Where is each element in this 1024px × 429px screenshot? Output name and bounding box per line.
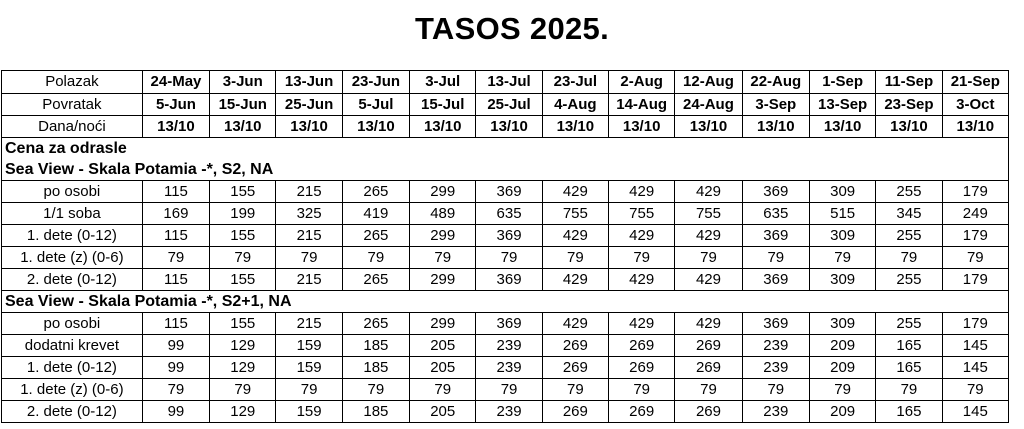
departure-row-cell: 23-Jul <box>542 71 608 94</box>
days-nights-row-cell: 13/10 <box>942 116 1008 138</box>
price-cell: 429 <box>609 313 675 335</box>
price-cell: 299 <box>410 181 476 203</box>
return-row-label: Povratak <box>2 94 143 116</box>
price-cell: 159 <box>276 401 342 423</box>
days-nights-row-cell: 13/10 <box>742 116 809 138</box>
row-label: po osobi <box>2 181 143 203</box>
price-cell: 309 <box>809 181 875 203</box>
row-label: 1. dete (z) (0-6) <box>2 379 143 401</box>
price-cell: 79 <box>742 379 809 401</box>
departure-row-cell: 3-Jun <box>210 71 276 94</box>
row-label: 1. dete (0-12) <box>2 357 143 379</box>
table-row <box>2 203 1009 225</box>
price-cell: 79 <box>342 379 409 401</box>
price-cell: 429 <box>675 313 742 335</box>
table-row <box>2 181 1009 203</box>
price-cell: 255 <box>876 313 942 335</box>
price-cell: 369 <box>742 225 809 247</box>
price-cell: 369 <box>742 313 809 335</box>
row-label: dodatni krevet <box>2 335 143 357</box>
departure-row-cell: 22-Aug <box>742 71 809 94</box>
price-cell: 179 <box>942 269 1008 291</box>
price-cell: 429 <box>542 225 608 247</box>
price-cell: 255 <box>876 225 942 247</box>
price-cell: 155 <box>210 181 276 203</box>
price-cell: 145 <box>942 335 1008 357</box>
departure-row-cell: 23-Jun <box>342 71 409 94</box>
price-cell: 185 <box>342 357 409 379</box>
table-row <box>2 401 1009 423</box>
days-nights-row-cell: 13/10 <box>476 116 542 138</box>
days-nights-row-cell: 13/10 <box>609 116 675 138</box>
price-cell: 79 <box>609 379 675 401</box>
price-cell: 309 <box>809 313 875 335</box>
section-title-row <box>2 291 1009 313</box>
return-row-cell: 25-Jul <box>476 94 542 116</box>
row-label: 1/1 soba <box>2 203 143 225</box>
departure-row-cell: 21-Sep <box>942 71 1008 94</box>
price-cell: 265 <box>342 269 409 291</box>
days-nights-row-cell: 13/10 <box>675 116 742 138</box>
price-cell: 145 <box>942 357 1008 379</box>
price-cell: 79 <box>476 247 542 269</box>
price-cell: 79 <box>742 247 809 269</box>
price-cell: 515 <box>809 203 875 225</box>
price-cell: 269 <box>542 335 608 357</box>
page-title: TASOS 2025. <box>415 11 609 46</box>
price-cell: 179 <box>942 313 1008 335</box>
price-cell: 239 <box>476 335 542 357</box>
price-cell: 79 <box>609 247 675 269</box>
price-cell: 269 <box>675 357 742 379</box>
price-cell: 269 <box>675 401 742 423</box>
table-row <box>2 225 1009 247</box>
price-cell: 79 <box>876 379 942 401</box>
price-cell: 155 <box>210 313 276 335</box>
price-cell: 209 <box>809 335 875 357</box>
price-cell: 115 <box>142 181 209 203</box>
table-row <box>2 247 1009 269</box>
table-row <box>2 335 1009 357</box>
price-cell: 79 <box>942 247 1008 269</box>
price-cell: 755 <box>542 203 608 225</box>
return-row-cell: 15-Jun <box>210 94 276 116</box>
price-cell: 165 <box>876 401 942 423</box>
price-cell: 239 <box>476 357 542 379</box>
price-cell: 429 <box>609 181 675 203</box>
return-row-cell: 14-Aug <box>609 94 675 116</box>
price-cell: 369 <box>476 181 542 203</box>
price-cell: 429 <box>609 269 675 291</box>
price-cell: 755 <box>609 203 675 225</box>
section-title-row <box>2 159 1009 181</box>
price-cell: 115 <box>142 313 209 335</box>
price-cell: 419 <box>342 203 409 225</box>
price-cell: 209 <box>809 401 875 423</box>
departure-row-cell: 11-Sep <box>876 71 942 94</box>
price-cell: 239 <box>476 401 542 423</box>
return-row-cell: 3-Oct <box>942 94 1008 116</box>
price-cell: 269 <box>675 335 742 357</box>
price-cell: 369 <box>742 269 809 291</box>
price-cell: 369 <box>476 313 542 335</box>
price-cell: 269 <box>609 357 675 379</box>
price-cell: 429 <box>675 181 742 203</box>
departure-row-cell: 3-Jul <box>410 71 476 94</box>
price-cell: 309 <box>809 269 875 291</box>
price-cell: 169 <box>142 203 209 225</box>
days-nights-row-cell: 13/10 <box>410 116 476 138</box>
return-row-cell: 5-Jun <box>142 94 209 116</box>
departure-row-cell: 24-May <box>142 71 209 94</box>
price-cell: 249 <box>942 203 1008 225</box>
price-cell: 205 <box>410 357 476 379</box>
price-cell: 129 <box>210 335 276 357</box>
table-row <box>2 269 1009 291</box>
price-cell: 239 <box>742 401 809 423</box>
price-cell: 199 <box>210 203 276 225</box>
price-cell: 205 <box>410 335 476 357</box>
price-cell: 299 <box>410 313 476 335</box>
price-cell: 99 <box>142 335 209 357</box>
price-cell: 79 <box>410 247 476 269</box>
price-cell: 265 <box>342 225 409 247</box>
price-cell: 635 <box>476 203 542 225</box>
price-cell: 79 <box>142 247 209 269</box>
price-cell: 269 <box>609 335 675 357</box>
price-cell: 369 <box>476 269 542 291</box>
days-nights-row-cell: 13/10 <box>542 116 608 138</box>
price-cell: 269 <box>542 401 608 423</box>
price-cell: 79 <box>942 379 1008 401</box>
return-row-cell: 23-Sep <box>876 94 942 116</box>
price-cell: 215 <box>276 181 342 203</box>
adult-price-heading: Cena za odrasle <box>2 138 1009 160</box>
price-cell: 155 <box>210 269 276 291</box>
price-cell: 79 <box>542 247 608 269</box>
price-cell: 755 <box>675 203 742 225</box>
price-cell: 325 <box>276 203 342 225</box>
page-bottom-edge <box>0 424 1024 429</box>
price-cell: 129 <box>210 357 276 379</box>
row-label: 2. dete (0-12) <box>2 269 143 291</box>
price-cell: 369 <box>476 225 542 247</box>
price-cell: 429 <box>675 225 742 247</box>
adult-price-heading-row <box>2 138 1009 160</box>
row-label: 1. dete (0-12) <box>2 225 143 247</box>
price-cell: 79 <box>276 247 342 269</box>
days-nights-row-cell: 13/10 <box>142 116 209 138</box>
return-row-cell: 24-Aug <box>675 94 742 116</box>
price-cell: 635 <box>742 203 809 225</box>
price-cell: 179 <box>942 225 1008 247</box>
price-cell: 429 <box>542 313 608 335</box>
price-cell: 155 <box>210 225 276 247</box>
price-cell: 309 <box>809 225 875 247</box>
table-row <box>2 357 1009 379</box>
price-cell: 489 <box>410 203 476 225</box>
price-cell: 429 <box>675 269 742 291</box>
price-cell: 165 <box>876 357 942 379</box>
price-cell: 79 <box>675 247 742 269</box>
price-cell: 369 <box>742 181 809 203</box>
days-nights-row-label: Dana/noći <box>2 116 143 138</box>
price-cell: 255 <box>876 181 942 203</box>
departure-row-label: Polazak <box>2 71 143 94</box>
return-row-cell: 13-Sep <box>809 94 875 116</box>
return-row-cell: 25-Jun <box>276 94 342 116</box>
return-row-cell: 3-Sep <box>742 94 809 116</box>
price-cell: 159 <box>276 335 342 357</box>
price-cell: 185 <box>342 335 409 357</box>
departure-row-cell: 2-Aug <box>609 71 675 94</box>
price-cell: 99 <box>142 357 209 379</box>
price-cell: 79 <box>210 247 276 269</box>
row-label: po osobi <box>2 313 143 335</box>
price-cell: 165 <box>876 335 942 357</box>
price-cell: 429 <box>542 181 608 203</box>
return-row-cell: 5-Jul <box>342 94 409 116</box>
days-nights-row-cell: 13/10 <box>210 116 276 138</box>
price-cell: 255 <box>876 269 942 291</box>
price-cell: 79 <box>809 379 875 401</box>
section-title: Sea View - Skala Potamia -*, S2, NA <box>2 159 1009 181</box>
price-cell: 269 <box>542 357 608 379</box>
price-cell: 269 <box>609 401 675 423</box>
price-cell: 129 <box>210 401 276 423</box>
departure-row-cell: 13-Jun <box>276 71 342 94</box>
price-cell: 79 <box>675 379 742 401</box>
price-table <box>1 70 1009 423</box>
price-cell: 215 <box>276 269 342 291</box>
row-label: 1. dete (z) (0-6) <box>2 247 143 269</box>
price-cell: 239 <box>742 357 809 379</box>
days-nights-row <box>2 116 1009 138</box>
price-cell: 185 <box>342 401 409 423</box>
days-nights-row-cell: 13/10 <box>342 116 409 138</box>
price-cell: 79 <box>210 379 276 401</box>
return-row-cell: 4-Aug <box>542 94 608 116</box>
section-title: Sea View - Skala Potamia -*, S2+1, NA <box>2 291 1009 313</box>
departure-row-cell: 1-Sep <box>809 71 875 94</box>
days-nights-row-cell: 13/10 <box>809 116 875 138</box>
price-cell: 429 <box>609 225 675 247</box>
table-row <box>2 313 1009 335</box>
departure-row <box>2 71 1009 94</box>
price-cell: 79 <box>410 379 476 401</box>
days-nights-row-cell: 13/10 <box>876 116 942 138</box>
row-label: 2. dete (0-12) <box>2 401 143 423</box>
departure-row-cell: 13-Jul <box>476 71 542 94</box>
price-cell: 299 <box>410 269 476 291</box>
price-cell: 209 <box>809 357 875 379</box>
days-nights-row-cell: 13/10 <box>276 116 342 138</box>
return-row-cell: 15-Jul <box>410 94 476 116</box>
price-cell: 239 <box>742 335 809 357</box>
price-cell: 265 <box>342 313 409 335</box>
return-row <box>2 94 1009 116</box>
price-cell: 115 <box>142 225 209 247</box>
departure-row-cell: 12-Aug <box>675 71 742 94</box>
price-cell: 215 <box>276 313 342 335</box>
price-cell: 265 <box>342 181 409 203</box>
price-cell: 79 <box>276 379 342 401</box>
price-cell: 79 <box>142 379 209 401</box>
price-cell: 345 <box>876 203 942 225</box>
price-cell: 79 <box>809 247 875 269</box>
table-row <box>2 379 1009 401</box>
price-cell: 79 <box>542 379 608 401</box>
price-cell: 79 <box>876 247 942 269</box>
price-cell: 159 <box>276 357 342 379</box>
price-cell: 99 <box>142 401 209 423</box>
price-cell: 429 <box>542 269 608 291</box>
price-cell: 179 <box>942 181 1008 203</box>
price-cell: 205 <box>410 401 476 423</box>
price-cell: 215 <box>276 225 342 247</box>
price-cell: 299 <box>410 225 476 247</box>
price-cell: 79 <box>342 247 409 269</box>
price-cell: 79 <box>476 379 542 401</box>
price-cell: 145 <box>942 401 1008 423</box>
price-cell: 115 <box>142 269 209 291</box>
